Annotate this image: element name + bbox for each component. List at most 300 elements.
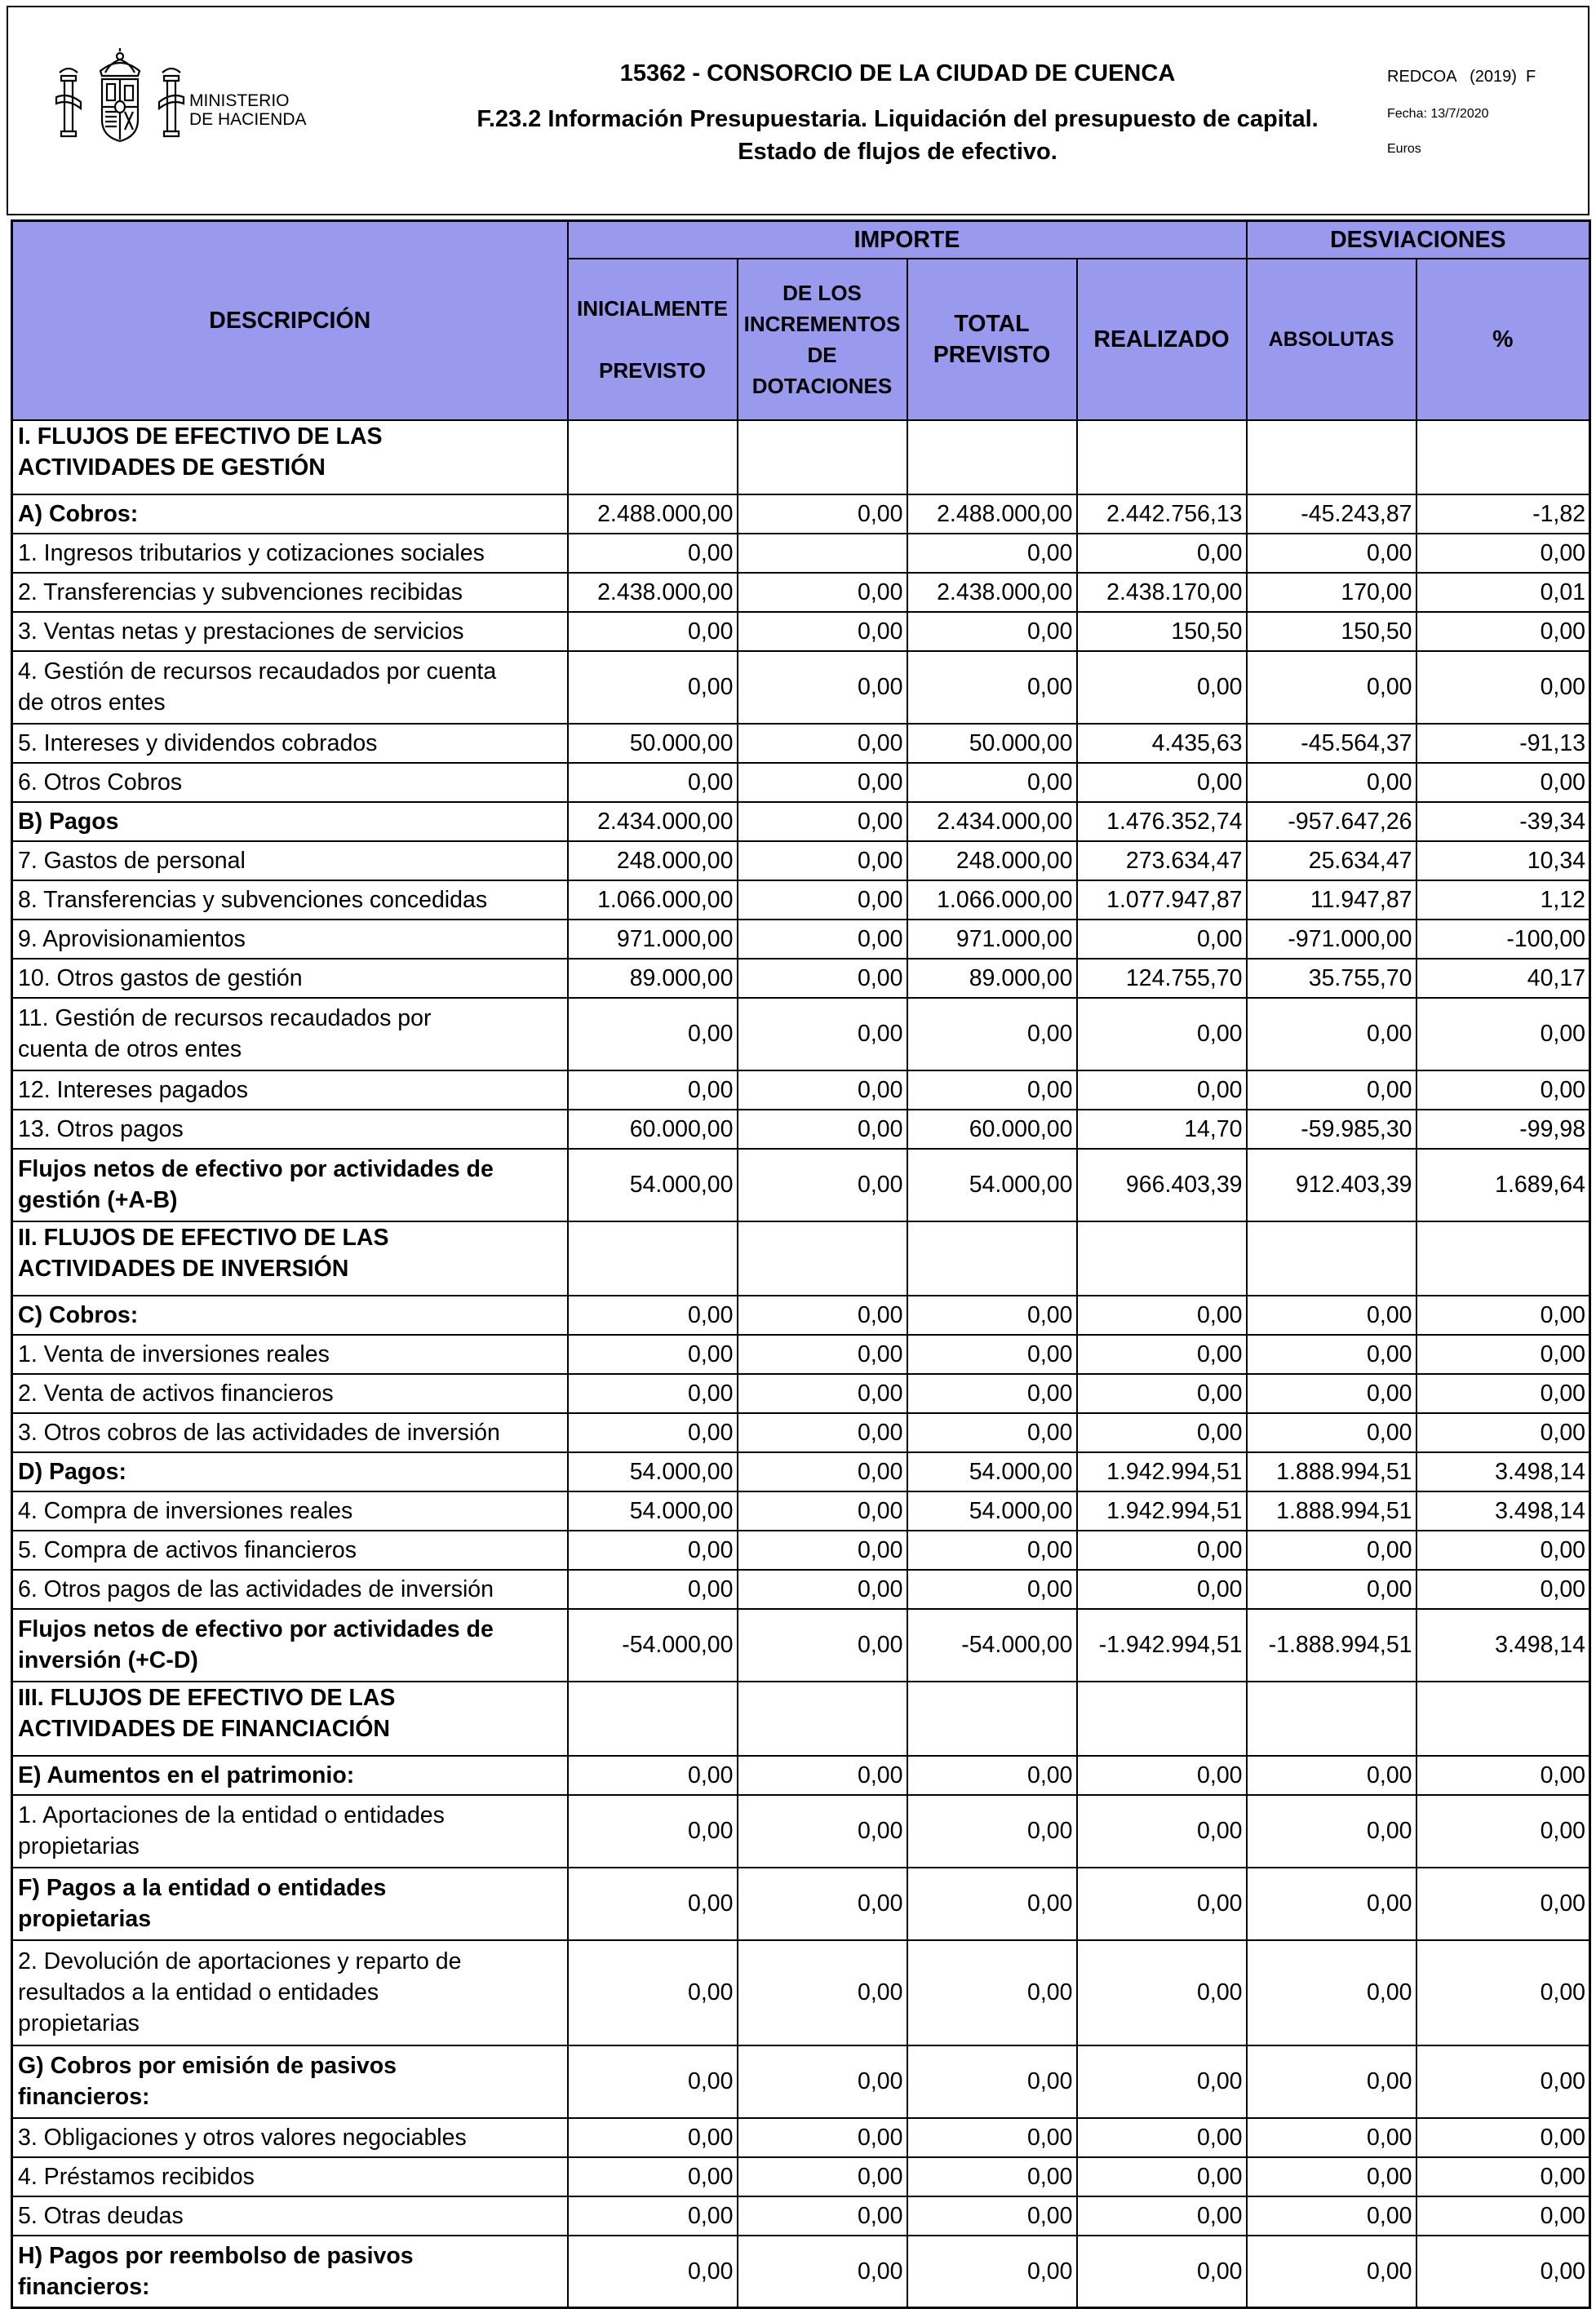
cell-total-previsto: 54.000,00 [907,1491,1077,1531]
row-label-line: 9. Aprovisionamientos [18,925,246,952]
cell-total-previsto: 971.000,00 [907,920,1077,959]
cell-incrementos: 0,00 [738,880,907,920]
cell-desv-pct: 0,00 [1416,1374,1590,1413]
row-label-line: Flujos netos de efectivo por actividades de [18,1156,494,1182]
row-label [12,612,568,651]
cell-inicialmente-previsto: 0,00 [568,1868,738,1940]
row-label-line: 4. Préstamos recibidos [18,2163,255,2190]
cell-desv-pct [1416,1682,1590,1756]
cell-incrementos: 0,00 [738,1335,907,1374]
row-label [12,494,568,534]
row-label-line: financieros: [18,2084,150,2110]
cell-total-previsto: 0,00 [907,2196,1077,2236]
cell-desv-absolutas: 0,00 [1247,651,1416,724]
cell-desv-absolutas: 0,00 [1247,2196,1416,2236]
row-label-line: ACTIVIDADES DE INVERSIÓN [18,1255,349,1282]
row-label-line: III. FLUJOS DE EFECTIVO DE LAS [18,1684,396,1711]
row-label-line: financieros: [18,2273,150,2300]
cell-incrementos: 0,00 [738,920,907,959]
row-label-line: ACTIVIDADES DE FINANCIACIÓN [18,1715,391,1742]
cell-incrementos: 0,00 [738,494,907,534]
cell-desv-pct: 0,00 [1416,1070,1590,1110]
cell-total-previsto: 0,00 [907,1296,1077,1335]
table-body [12,420,1590,2308]
table-row [12,1570,1590,1609]
row-label [12,1940,568,2045]
cell-incrementos: 0,00 [738,841,907,880]
row-label-line: 5. Compra de activos financieros [18,1536,357,1563]
cell-total-previsto: 2.438.000,00 [907,573,1077,612]
cell-desv-pct: -99,98 [1416,1110,1590,1149]
table-row [12,534,1590,573]
cell-inicialmente-previsto: -54.000,00 [568,1609,738,1682]
cell-inicialmente-previsto: 248.000,00 [568,841,738,880]
cell-realizado: 0,00 [1077,2118,1247,2157]
cell-desv-absolutas: 11.947,87 [1247,880,1416,920]
cell-desv-pct: 0,00 [1416,2196,1590,2236]
cell-incrementos: 0,00 [738,959,907,998]
cell-inicialmente-previsto: 0,00 [568,1413,738,1452]
cell-total-previsto: 1.066.000,00 [907,880,1077,920]
cell-desv-pct: 3.498,14 [1416,1452,1590,1491]
cell-realizado: 0,00 [1077,2236,1247,2308]
row-label [12,880,568,920]
row-label [12,1296,568,1335]
cell-inicialmente-previsto: 971.000,00 [568,920,738,959]
row-label [12,802,568,841]
cell-desv-pct: 0,00 [1416,1531,1590,1570]
cell-desv-pct: 0,00 [1416,1756,1590,1795]
cell-incrementos: 0,00 [738,1374,907,1413]
row-label [12,2157,568,2196]
cell-incrementos: 0,00 [738,573,907,612]
cell-inicialmente-previsto: 0,00 [568,612,738,651]
row-label [12,763,568,802]
cell-desv-pct [1416,1221,1590,1296]
cell-incrementos: 0,00 [738,1413,907,1452]
row-label-line: 4. Compra de inversiones reales [18,1497,353,1524]
row-label [12,420,568,494]
row-label [12,1413,568,1452]
cell-total-previsto: 0,00 [907,1868,1077,1940]
cell-incrementos: 0,00 [738,1110,907,1149]
row-label-line: 3. Otros cobros de las actividades de inversión [18,1419,500,1446]
cell-realizado: 0,00 [1077,651,1247,724]
cell-incrementos [738,420,907,494]
cell-desv-absolutas: 0,00 [1247,1374,1416,1413]
cell-desv-pct: -91,13 [1416,724,1590,763]
cell-incrementos: 0,00 [738,1149,907,1221]
cell-realizado: 1.077.947,87 [1077,880,1247,920]
row-label-line: ACTIVIDADES DE GESTIÓN [18,454,326,481]
header-text: INCREMENTOS [743,311,901,336]
cell-total-previsto: 0,00 [907,2157,1077,2196]
cell-desv-pct: 0,00 [1416,651,1590,724]
cell-incrementos: 0,00 [738,2118,907,2157]
cell-desv-absolutas: 0,00 [1247,1296,1416,1335]
cell-desv-absolutas: -45.243,87 [1247,494,1416,534]
cell-desv-absolutas: 25.634,47 [1247,841,1416,880]
cell-desv-pct: 10,34 [1416,841,1590,880]
table-row [12,1413,1590,1452]
cell-total-previsto: 0,00 [907,1570,1077,1609]
cell-incrementos: 0,00 [738,1940,907,2045]
cell-desv-absolutas: 150,50 [1247,612,1416,651]
cell-incrementos: 0,00 [738,2236,907,2308]
subtitle-line-1: F.23.2 Información Presupuestaria. Liquidación del presupuesto de capital. [477,106,1319,132]
cell-inicialmente-previsto: 2.488.000,00 [568,494,738,534]
cell-desv-absolutas [1247,1682,1416,1756]
cell-inicialmente-previsto: 0,00 [568,1531,738,1570]
row-label-line: II. FLUJOS DE EFECTIVO DE LAS [18,1224,389,1251]
row-label-line: H) Pagos por reembolso de pasivos [18,2242,414,2269]
cell-desv-absolutas: 1.888.994,51 [1247,1491,1416,1531]
row-label-line: propietarias [18,1833,140,1859]
cell-desv-pct: 0,00 [1416,1940,1590,2045]
row-label [12,2236,568,2308]
row-label [12,1491,568,1531]
col-header-descripcion: DESCRIPCIÓN [12,221,568,420]
subtitle-line-2: Estado de flujos de efectivo. [738,139,1057,165]
cell-desv-absolutas: 35.755,70 [1247,959,1416,998]
row-label-line: 2. Transferencias y subvenciones recibidas [18,578,463,605]
row-label-line: 5. Otras deudas [18,2202,184,2229]
cell-total-previsto: 0,00 [907,1531,1077,1570]
row-label-line: Flujos netos de efectivo por actividades de [18,1616,494,1642]
table-row [12,1452,1590,1491]
cell-total-previsto [907,420,1077,494]
cell-total-previsto: 0,00 [907,651,1077,724]
row-label-line: D) Pagos: [18,1458,127,1485]
header-text: DOTACIONES [751,373,893,398]
cell-realizado: 0,00 [1077,1940,1247,2045]
cell-realizado: 0,00 [1077,1795,1247,1868]
row-label [12,1609,568,1682]
cell-desv-absolutas: 0,00 [1247,1531,1416,1570]
row-label-line: F) Pagos a la entidad o entidades [18,1875,387,1901]
table-row [12,1609,1590,1682]
row-label-line: 6. Otros Cobros [18,769,183,796]
cell-total-previsto: 0,00 [907,763,1077,802]
col-header-pct: % [1416,259,1590,420]
cell-realizado: -1.942.994,51 [1077,1609,1247,1682]
cell-inicialmente-previsto: 0,00 [568,1070,738,1110]
cell-total-previsto: 0,00 [907,1795,1077,1868]
table-row [12,959,1590,998]
col-header-absolutas: ABSOLUTAS [1247,259,1416,420]
cell-realizado: 14,70 [1077,1110,1247,1149]
row-label [12,1868,568,1940]
table-row [12,1110,1590,1149]
table-row [12,1374,1590,1413]
cell-desv-absolutas: 0,00 [1247,1570,1416,1609]
cell-incrementos: 0,00 [738,724,907,763]
row-label-line: gestión (+A-B) [18,1187,178,1213]
cell-realizado: 0,00 [1077,763,1247,802]
row-label-line: B) Pagos [18,808,119,835]
cell-desv-absolutas: 0,00 [1247,998,1416,1070]
cell-incrementos: 0,00 [738,1296,907,1335]
cell-incrementos [738,1221,907,1296]
cell-desv-absolutas [1247,1221,1416,1296]
cell-desv-pct: 40,17 [1416,959,1590,998]
cell-incrementos: 0,00 [738,651,907,724]
table-row [12,1868,1590,1940]
cell-inicialmente-previsto: 0,00 [568,1335,738,1374]
row-label-line: 7. Gastos de personal [18,847,246,874]
table-row [12,1795,1590,1868]
cell-total-previsto: 0,00 [907,2118,1077,2157]
cell-inicialmente-previsto: 0,00 [568,1296,738,1335]
cell-total-previsto: 0,00 [907,612,1077,651]
row-label [12,573,568,612]
cell-inicialmente-previsto [568,420,738,494]
cell-desv-absolutas: 0,00 [1247,2045,1416,2118]
cell-total-previsto: 0,00 [907,534,1077,573]
cell-total-previsto: -54.000,00 [907,1609,1077,1682]
cell-desv-absolutas: 0,00 [1247,2118,1416,2157]
cell-desv-absolutas: 0,00 [1247,763,1416,802]
cell-desv-pct: 3.498,14 [1416,1491,1590,1531]
cell-desv-pct: 0,01 [1416,573,1590,612]
col-header-incrementos [738,259,907,420]
ministry-line-2: DE HACIENDA [189,110,307,129]
row-label-line: 1. Venta de inversiones reales [18,1341,330,1367]
cell-realizado: 0,00 [1077,1570,1247,1609]
cell-total-previsto: 54.000,00 [907,1452,1077,1491]
row-label [12,998,568,1070]
row-label [12,1795,568,1868]
row-label [12,1070,568,1110]
cell-desv-pct: 0,00 [1416,763,1590,802]
cell-incrementos: 0,00 [738,2045,907,2118]
cell-inicialmente-previsto: 89.000,00 [568,959,738,998]
cell-inicialmente-previsto: 50.000,00 [568,724,738,763]
cell-total-previsto: 0,00 [907,1070,1077,1110]
table-row [12,763,1590,802]
row-label [12,1452,568,1491]
table-row [12,2236,1590,2308]
cell-desv-pct: 1,12 [1416,880,1590,920]
cell-inicialmente-previsto: 0,00 [568,1374,738,1413]
row-label-line: resultados a la entidad o entidades [18,1979,379,2005]
row-label-line: A) Cobros: [18,500,139,527]
cell-desv-absolutas: 912.403,39 [1247,1149,1416,1221]
ministry-line-1: MINISTERIO [189,91,290,110]
cell-realizado: 0,00 [1077,1070,1247,1110]
cell-desv-absolutas: 0,00 [1247,1335,1416,1374]
row-label-line: I. FLUJOS DE EFECTIVO DE LAS [18,423,383,450]
row-label [12,651,568,724]
cell-realizado: 0,00 [1077,1413,1247,1452]
col-header-importe: IMPORTE [568,221,1247,259]
cell-desv-pct: 0,00 [1416,2157,1590,2196]
cell-realizado [1077,1682,1247,1756]
cell-realizado: 1.942.994,51 [1077,1491,1247,1531]
cell-realizado: 0,00 [1077,998,1247,1070]
table-row [12,1335,1590,1374]
row-label-line: 1. Ingresos tributarios y cotizaciones sociales [18,539,485,566]
cell-desv-absolutas: -45.564,37 [1247,724,1416,763]
cell-incrementos: 0,00 [738,1452,907,1491]
row-label [12,534,568,573]
cell-realizado: 1.942.994,51 [1077,1452,1247,1491]
table-row [12,2196,1590,2236]
col-header-realizado: REALIZADO [1077,259,1247,420]
cell-incrementos: 0,00 [738,612,907,651]
header-text: TOTAL [954,310,1030,337]
row-label [12,1221,568,1296]
cell-incrementos: 0,00 [738,1609,907,1682]
cell-desv-pct: 0,00 [1416,1570,1590,1609]
cell-inicialmente-previsto: 0,00 [568,1570,738,1609]
cell-total-previsto: 0,00 [907,998,1077,1070]
cell-total-previsto: 89.000,00 [907,959,1077,998]
row-label-line: propietarias [18,2010,140,2036]
cell-desv-absolutas: 0,00 [1247,1795,1416,1868]
row-label-line: propietarias [18,1906,152,1932]
cell-total-previsto: 60.000,00 [907,1110,1077,1149]
cell-desv-absolutas: 0,00 [1247,2157,1416,2196]
cell-realizado [1077,1221,1247,1296]
cell-incrementos: 0,00 [738,1070,907,1110]
row-label-line: G) Cobros por emisión de pasivos [18,2053,397,2079]
cell-inicialmente-previsto: 0,00 [568,2157,738,2196]
row-label [12,1756,568,1795]
row-label-line: 1. Aportaciones de la entidad o entidades [18,1802,445,1828]
cell-realizado: 2.442.756,13 [1077,494,1247,534]
table-row [12,998,1590,1070]
cell-realizado: 0,00 [1077,1374,1247,1413]
table-row [12,1531,1590,1570]
cell-desv-absolutas: -971.000,00 [1247,920,1416,959]
cell-realizado: 0,00 [1077,1756,1247,1795]
table-row [12,802,1590,841]
cell-total-previsto [907,1221,1077,1296]
col-header-desviaciones: DESVIACIONES [1247,221,1590,259]
cell-incrementos: 0,00 [738,2196,907,2236]
cell-inicialmente-previsto: 0,00 [568,2236,738,2308]
row-label-line: 11. Gestión de recursos recaudados por [18,1005,432,1031]
row-label-line: 12. Intereses pagados [18,1076,249,1103]
row-label-line: 10. Otros gastos de gestión [18,964,303,991]
cell-inicialmente-previsto: 0,00 [568,651,738,724]
row-label [12,841,568,880]
row-label-line: cuenta de otros entes [18,1036,242,1062]
cell-total-previsto: 0,00 [907,2236,1077,2308]
section-row [12,1682,1590,1756]
cell-desv-pct: 1.689,64 [1416,1149,1590,1221]
table-row [12,2157,1590,2196]
cell-desv-pct: 0,00 [1416,2236,1590,2308]
cell-realizado: 0,00 [1077,2196,1247,2236]
cell-total-previsto: 0,00 [907,1940,1077,2045]
cell-desv-absolutas: 0,00 [1247,1413,1416,1452]
cell-desv-absolutas: -957.647,26 [1247,802,1416,841]
cell-desv-pct: 0,00 [1416,1413,1590,1452]
spain-coat-of-arms-icon [53,48,188,150]
table-row [12,1756,1590,1795]
row-label [12,1335,568,1374]
cell-realizado: 150,50 [1077,612,1247,651]
row-label-line: 13. Otros pagos [18,1115,184,1142]
table-row [12,612,1590,651]
cell-incrementos: 0,00 [738,1491,907,1531]
section-row [12,1221,1590,1296]
row-label-line: E) Aumentos en el patrimonio: [18,1762,355,1788]
table-row [12,1149,1590,1221]
header-text: PREVISTO [933,341,1051,368]
row-label-line: 4. Gestión de recursos recaudados por cuenta [18,658,497,685]
cell-realizado: 0,00 [1077,1296,1247,1335]
cell-realizado [1077,420,1247,494]
cell-desv-absolutas: -1.888.994,51 [1247,1609,1416,1682]
cell-realizado: 0,00 [1077,1868,1247,1940]
table-row [12,1070,1590,1110]
row-label-line: inversión (+C-D) [18,1647,198,1673]
row-label-line: 3. Obligaciones y otros valores negociables [18,2124,467,2151]
cell-incrementos: 0,00 [738,1531,907,1570]
report-code: REDCOA (2019) F [1387,68,1536,86]
cell-inicialmente-previsto: 0,00 [568,2118,738,2157]
table-row [12,920,1590,959]
row-label [12,1570,568,1609]
cell-inicialmente-previsto: 0,00 [568,2045,738,2118]
cell-desv-pct: 0,00 [1416,612,1590,651]
cell-inicialmente-previsto: 2.434.000,00 [568,802,738,841]
cell-desv-absolutas: 170,00 [1247,573,1416,612]
cell-desv-pct: -39,34 [1416,802,1590,841]
cell-inicialmente-previsto: 1.066.000,00 [568,880,738,920]
cell-total-previsto: 0,00 [907,2045,1077,2118]
report-date: Fecha: 13/7/2020 [1387,107,1489,121]
table-row [12,494,1590,534]
cell-desv-pct: 0,00 [1416,1795,1590,1868]
section-row [12,420,1590,494]
row-label [12,1374,568,1413]
cell-incrementos: 0,00 [738,1868,907,1940]
table-row [12,724,1590,763]
row-label [12,1682,568,1756]
row-label-line: 8. Transferencias y subvenciones concedidas [18,886,488,913]
cell-total-previsto: 0,00 [907,1756,1077,1795]
cell-realizado: 4.435,63 [1077,724,1247,763]
row-label-line: de otros entes [18,689,166,716]
row-label [12,2196,568,2236]
cell-desv-pct: 0,00 [1416,1335,1590,1374]
row-label [12,1531,568,1570]
row-label-line: 3. Ventas netas y prestaciones de servicios [18,618,464,645]
cell-incrementos: 0,00 [738,998,907,1070]
currency-unit: Euros [1387,142,1421,156]
header-text: INICIALMENTE [577,295,728,321]
row-label [12,2045,568,2118]
cell-total-previsto [907,1682,1077,1756]
ministry-name [189,91,307,129]
cell-inicialmente-previsto: 60.000,00 [568,1110,738,1149]
table-row [12,1940,1590,2045]
cell-incrementos: 0,00 [738,2157,907,2196]
cell-inicialmente-previsto [568,1221,738,1296]
row-label [12,959,568,998]
cell-desv-absolutas: -59.985,30 [1247,1110,1416,1149]
header-text: DE LOS [782,280,862,305]
cell-inicialmente-previsto: 54.000,00 [568,1149,738,1221]
row-label [12,2118,568,2157]
cell-realizado: 0,00 [1077,1335,1247,1374]
cell-incrementos: 0,00 [738,1795,907,1868]
cell-realizado: 0,00 [1077,2157,1247,2196]
